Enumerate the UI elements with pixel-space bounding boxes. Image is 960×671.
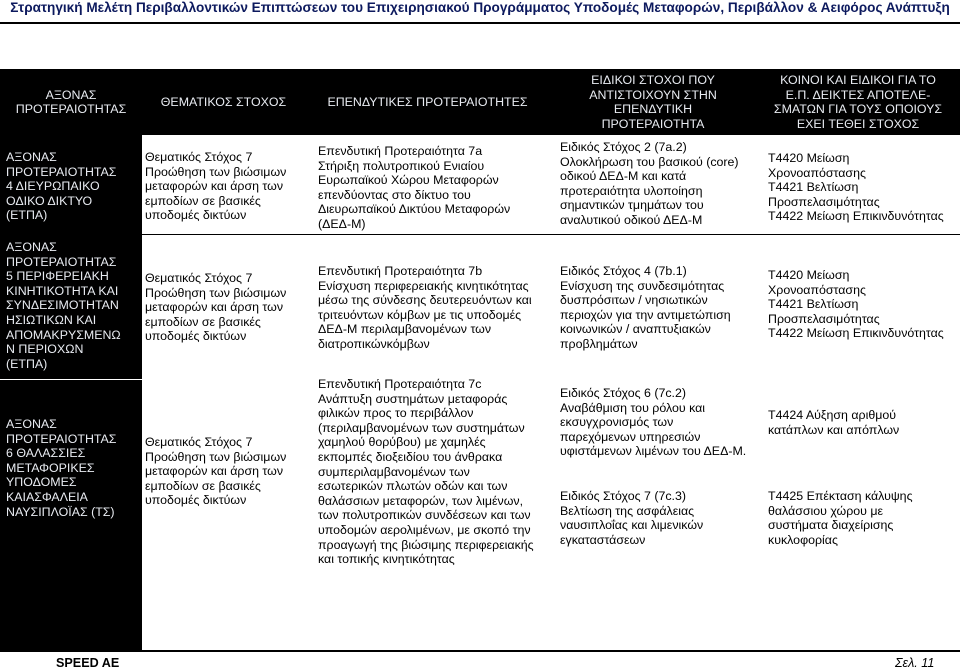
thematic-objective-row1: Θεματικός Στόχος 7 Προώθηση των βιώσιμων μεταφορών και άρση των εμποδίων σε βασικές υποδομές δικτύων <box>145 150 287 223</box>
footer-rule <box>0 650 960 652</box>
column-header-specific: ΕΙΔΙΚΟΙ ΣΤΟΧΟΙ ΠΟΥ ΑΝΤΙΣΤΟΙΧΟΥΝ ΣΤΗΝ ΕΠΕΝΔΥΤΙΚΗ ΠΡΟΤΕΡΑΙΟΤΗΤΑ <box>550 69 756 135</box>
footer-company: SPEED AE <box>56 656 120 670</box>
row-separator <box>0 234 960 235</box>
specific-objective-7a2: Ειδικός Στόχος 2 (7a.2) Ολοκλήρωση του βασικού (core) οδικού ΔΕΔ-Μ και κατά προτεραιότητα υλοποίηση σημαντικών τμημάτων του αναλυτικού οδικού ΔΕΔ-Μ <box>560 140 739 227</box>
thematic-objective-row2: Θεματικός Στόχος 7 Προώθηση των βιώσιμων μεταφορών και άρση των εμποδίων σε βασικές υποδομές δικτύων <box>145 271 287 344</box>
specific-objective-7c3: Ειδικός Στόχος 7 (7c.3) Βελτίωση της ασφάλειας ναυσιπλοΐας και λιμενικών εγκαταστάσεων <box>560 489 704 547</box>
document-header-title: Στρατηγική Μελέτη Περιβαλλοντικών Επιπτώσεων του Επιχειρησιακού Προγράμματος Υποδομές Μεταφορών, Περιβάλλον & Αειφόρος Ανάπτυξη <box>10 0 950 15</box>
thematic-objective-row3: Θεματικός Στόχος 7 Προώθηση των βιώσιμων μεταφορών και άρση των εμποδίων σε βασικές υποδομές δικτύων <box>145 435 287 508</box>
column-header-investment: ΕΠΕΝΔΥΤΙΚΕΣ ΠΡΟΤΕΡΑΙΟΤΗΤΕΣ <box>305 69 550 135</box>
header-rule <box>0 22 960 24</box>
indicators-row4: Τ4425 Επέκταση κάλυψης θαλάσσιου χώρου με συστήματα διαχείρισης κυκλοφορίας <box>768 489 913 547</box>
column-header-thematic: ΘΕΜΑΤΙΚΟΣ ΣΤΟΧΟΣ <box>142 69 305 135</box>
specific-objective-7b1: Ειδικός Στόχος 4 (7b.1) Ενίσχυση της συνδεσιμότητας δυσπρόσιτων / νησιωτικών περιοχών για την αντιμετώπιση κοινωνικών / αναπτυξιακών προβλημάτων <box>560 264 731 351</box>
axis-4-cell: ΑΞΟΝΑΣ ΠΡΟΤΕΡΑΙΟΤΗΤΑΣ 4 ΔΙΕΥΡΩΠΑΙΚΟ ΟΔΙΚΟ ΔΙΚΤΥΟ (ΕΤΠΑ) <box>0 135 142 234</box>
investment-priority-7b: Επενδυτική Προτεραιότητα 7b Ενίσχυση περιφερειακής κινητικότητας μέσω της σύνδεσης δευτερευόντων και τριτευόντων κόμβων με τις υποδομές ΔΕΔ-Μ περιλαμβανομένων των διατροπικώνκόμβων <box>318 264 532 351</box>
indicators-row2: Τ4420 Μείωση Χρονοαπόστασης Τ4421 Βελτίωση Προσπελασιμότητας Τ4422 Μείωση Επικινδυνότητας <box>768 268 944 341</box>
investment-priority-7a: Επενδυτική Προτεραιότητα 7a Στήριξη πολυτροπικού Ενιαίου Ευρωπαϊκού Χώρου Μεταφορών επενδύοντας στο δίκτυο του Διευρωπαϊκού Δικτύου Μεταφορών (ΔΕΔ-Μ) <box>318 144 511 231</box>
column-header-axis: ΑΞΟΝΑΣ ΠΡΟΤΕΡΑΙΟΤΗΤΑΣ <box>0 69 142 135</box>
axis-6-cell: ΑΞΟΝΑΣ ΠΡΟΤΕΡΑΙΟΤΗΤΑΣ 6 ΘΑΛΑΣΣΙΕΣ ΜΕΤΑΦΟΡΙΚΕΣ ΥΠΟΔΟΜΕΣ ΚΑΙΑΣΦΑΛΕΙΑ ΝΑΥΣΙΠΛΟΪΑΣ (ΤΣ) <box>0 380 142 650</box>
indicators-row3: Τ4424 Αύξηση αριθμού κατάπλων και απόπλων <box>768 408 900 437</box>
specific-objective-7c2: Ειδικός Στόχος 6 (7c.2) Αναβάθμιση του ρόλου και εκσυγχρονισμός των παρεχόμενων υπηρεσιών υφιστάμενων λιμένων του ΔΕΔ-Μ. <box>560 386 747 459</box>
indicators-row1: Τ4420 Μείωση Χρονοαπόστασης Τ4421 Βελτίωση Προσπελασιμότητας Τ4422 Μείωση Επικινδυνότητας <box>768 151 944 224</box>
investment-priority-7c: Επενδυτική Προτεραιότητα 7c Ανάπτυξη συστημάτων μεταφοράς φιλικών προς το περιβάλλον (περιλαμβανομένων των συστημάτων χαμηλού θορύβου) με χαμηλές εκπομπές διοξειδίου του άνθρακα συμπεριλαμβανομένων των εσωτερικών πλωτών οδών και των θαλάσσιων μεταφορών, των λιμένων, των πολυτροπικών συνδέσεων και των υποδομών αερολιμένων, με σκοπό την προαγωγή της βιώσιμης περιφερειακής και τοπικής κινητικότητας <box>318 377 534 567</box>
axis-5-cell: ΑΞΟΝΑΣ ΠΡΟΤΕΡΑΙΟΤΗΤΑΣ 5 ΠΕΡΙΦΕΡΕΙΑΚΗ ΚΙΝΗΤΙΚΟΤΗΤΑ ΚΑΙ ΣΥΝΔΕΣΙΜΟΤΗΤΑΝ ΗΣΙΩΤΙΚΩΝ ΚΑΙ ΑΠΟΜΑΚΡΥΣΜΕΝΩ Ν ΠΕΡΙΟΧΩΝ (ΕΤΠΑ) <box>0 235 142 379</box>
column-header-indicators: ΚΟΙΝΟΙ ΚΑΙ ΕΙΔΙΚΟΙ ΓΙΑ ΤΟ Ε.Π. ΔΕΙΚΤΕΣ ΑΠΟΤΕΛΕ- ΣΜΑΤΩΝ ΓΙΑ ΤΟΥΣ ΟΠΟΙΟΥΣ ΕΧΕΙ ΤΕΘΕΙ ΣΤΟΧΟΣ <box>756 69 960 135</box>
page-number: Σελ. 11 <box>895 656 935 670</box>
